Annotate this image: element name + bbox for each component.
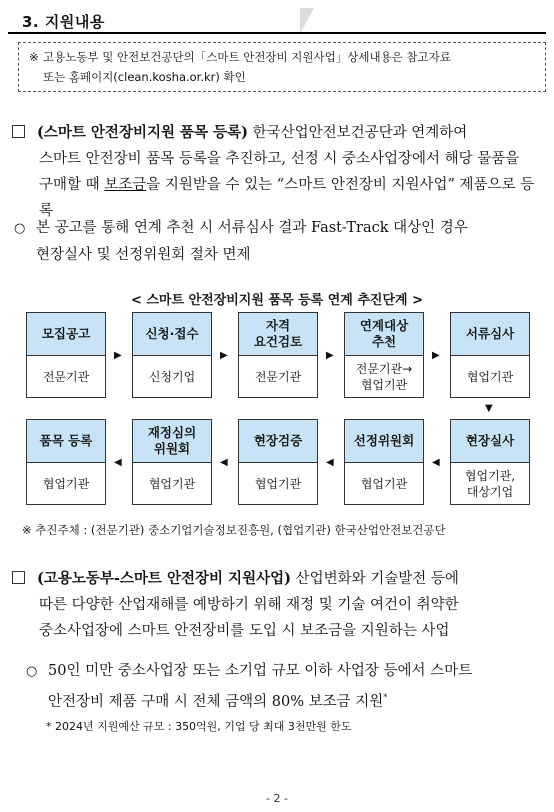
paragraph-line-1: 산업변화와 기술발전 등에 xyxy=(290,571,459,587)
step-title: 연계대상 추천 xyxy=(345,313,423,356)
footnote: * 2024년 지원예산 규모 : 350억원, 기업 당 최대 3천만원 한도 xyxy=(46,720,352,733)
process-step-5 xyxy=(450,312,530,398)
paragraph-line-1: 한국산업안전보건공단과 연계하여 xyxy=(247,125,468,141)
circle-bullet-icon: ○ xyxy=(26,664,38,679)
line3-pre: 구매할 때 xyxy=(39,177,105,193)
step-title: 품목 등록 xyxy=(27,420,105,463)
step-agency: 협업기관 xyxy=(466,370,514,384)
arrow-right-icon: ▶ xyxy=(432,350,440,361)
bullet-line-2 xyxy=(26,685,546,715)
line3-post: 을 지원받을 수 있는 “스마트 안전장비 지원사업” 제품으로 등록 xyxy=(39,177,535,219)
process-step-10 xyxy=(450,419,530,505)
step-title: 서류심사 xyxy=(451,313,529,356)
bullet-line-2: 현장실사 및 선정위원회 절차 면제 xyxy=(36,247,251,263)
process-step-3 xyxy=(238,312,318,398)
step-agency: 협업기관 xyxy=(148,477,196,491)
arrow-left-icon: ◀ xyxy=(326,457,334,468)
step-agency: 전문기관 xyxy=(254,370,302,384)
bullet-line-2-text: 안전장비 제품 구매 시 전체 금액의 80% 보조금 지원 xyxy=(48,693,384,710)
arrow-left-icon: ◀ xyxy=(432,457,440,468)
organizer-note: ※ 추진주체 : (전문기관) 중소기업기술정보진흥원, (협업기관) 한국산업안전보건공단 xyxy=(22,523,446,537)
bullet-line-1: 본 공고를 통해 연계 추천 시 서류심사 결과 Fast-Track 대상인 경우 xyxy=(36,220,468,236)
step-agency: 전문기관 xyxy=(42,370,90,384)
paragraph-line-2: 따른 다양한 산업재해를 예방하기 위해 재정 및 기술 여건이 취약한 xyxy=(39,597,459,613)
step-title: 자격 요건검토 xyxy=(239,313,317,356)
paragraph-lead: (스마트 안전장비지원 품목 등록) xyxy=(37,124,248,141)
paragraph-line-2: 스마트 안전장비 품목 등록을 추진하고, 선정 시 중소사업장에서 해당 물품을 xyxy=(39,151,520,167)
step-agency: 협업기관 xyxy=(360,477,408,491)
bullet-line-1: 50인 미만 중소사업장 또는 소기업 규모 이하 사업장 등에서 스마트 xyxy=(48,663,473,679)
section-title: 3. 지원내용 xyxy=(22,13,105,31)
step-agency: 협업기관, 대상기업 xyxy=(464,469,516,499)
arrow-down-icon: ▼ xyxy=(485,403,493,414)
circle-bullet-icon: ○ xyxy=(14,221,26,236)
step-agency: 신청기업 xyxy=(148,370,196,384)
notice-line-2: 또는 홈페이지(clean.kosha.or.kr) 확인 xyxy=(43,70,246,84)
notice-mark: ※ xyxy=(29,50,39,64)
arrow-left-icon: ◀ xyxy=(114,457,122,468)
subsidy-underlined: 보조금 xyxy=(104,177,147,193)
step-title: 현장실사 xyxy=(451,420,529,463)
bullet-fast-track xyxy=(14,215,544,268)
section-underline xyxy=(8,32,546,34)
arrow-right-icon: ▶ xyxy=(326,350,334,361)
process-step-2 xyxy=(132,312,212,398)
step-title: 현장검증 xyxy=(239,420,317,463)
paragraph-lead: (고용노동부-스마트 안전장비 지원사업) xyxy=(37,570,291,587)
notice-box xyxy=(18,42,546,92)
process-step-1 xyxy=(26,312,106,398)
paragraph-moel-program xyxy=(12,566,544,644)
arrow-right-icon: ▶ xyxy=(114,350,122,361)
arrow-right-icon: ▶ xyxy=(220,350,228,361)
footnote-mark: * xyxy=(383,693,388,702)
checkbox-square-icon xyxy=(12,125,25,138)
bullet-subsidy xyxy=(26,658,546,715)
step-title: 선정위원회 xyxy=(345,420,423,463)
diagram-title: < 스마트 안전장비지원 품목 등록 연계 추진단계 > xyxy=(130,293,424,308)
arrow-left-icon: ◀ xyxy=(220,457,228,468)
page-number: - 2 - xyxy=(266,792,288,805)
notice-line-1: 고용노동부 및 안전보건공단의「스마트 안전장비 지원사업」상세내용은 참고자료 xyxy=(43,50,451,64)
process-step-4 xyxy=(344,312,424,398)
step-agency: 협업기관 xyxy=(254,477,302,491)
process-step-8 xyxy=(238,419,318,505)
process-step-9 xyxy=(344,419,424,505)
step-agency: 협업기관 xyxy=(42,477,90,491)
step-title: 모집공고 xyxy=(27,313,105,356)
section-header xyxy=(8,8,546,34)
step-title: 신청·접수 xyxy=(133,313,211,356)
process-step-7 xyxy=(132,419,212,505)
step-title: 재정심의 위원회 xyxy=(133,420,211,463)
step-agency: 전문기관→ 협업기관 xyxy=(355,362,413,392)
checkbox-square-icon xyxy=(12,571,25,584)
paragraph-line-3: 중소사업장에 스마트 안전장비를 도입 시 보조금을 지원하는 사업 xyxy=(39,623,450,639)
process-step-6 xyxy=(26,419,106,505)
paragraph-smart-equipment-registration xyxy=(12,120,544,224)
